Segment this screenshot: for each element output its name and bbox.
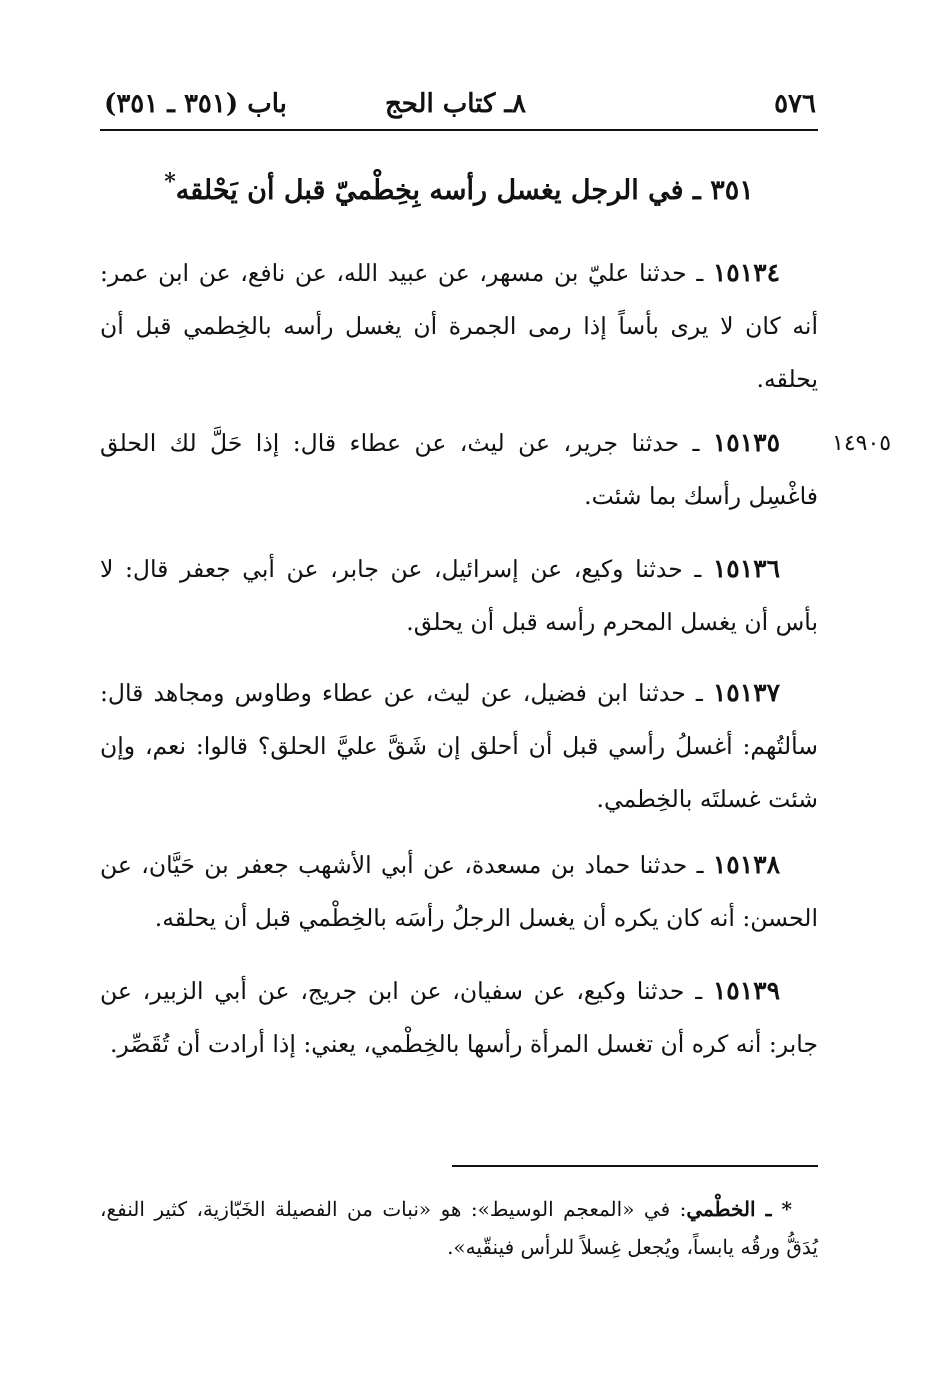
footnote-marker: * <box>164 169 176 195</box>
hadith-number: ١٥١٣٤ <box>712 258 780 287</box>
book-title: ٨ـ كتاب الحج <box>384 89 526 119</box>
footnote-rule <box>452 1165 818 1167</box>
footnote-term: ـ الخطْمي <box>686 1197 782 1221</box>
hadith-entry <box>100 666 818 826</box>
hadith-text: ـ حدثنا ابن فضيل، عن ليث، عن عطاء وطاوس ومجاهد قال: سألتُهم: أغسلُ رأسي قبل أن أحلق إن شَقَّ عليَّ الحلق؟ قالوا: نعم، وإن شئت غسلتَه بالخِطمي. <box>100 679 818 813</box>
hadith-number: ١٥١٣٨ <box>712 850 780 879</box>
hadith-entry <box>100 964 818 1071</box>
hadith-number: ١٥١٣٧ <box>712 678 780 707</box>
hadith-number: ١٥١٣٦ <box>712 554 780 583</box>
margin-reference: ١٤٩٠٥ <box>832 431 892 456</box>
hadith-entry <box>100 838 818 945</box>
hadith-number: ١٥١٣٥ <box>712 428 780 457</box>
hadith-text: ـ حدثنا حماد بن مسعدة، عن أبي الأشهب جعفر بن حَيَّان، عن الحسن: أنه كان يكره أن يغسل الرجلُ رأسَه بالخِطْمي قبل أن يحلقه. <box>100 851 818 932</box>
hadith-text: ـ حدثنا عليّ بن مسهر، عن عبيد الله، عن نافع، عن ابن عمر: أنه كان لا يرى بأساً إذا رمى الجمرة أن يغسل رأسه بالخِطمي قبل أن يحلقه. <box>100 259 818 393</box>
hadith-text: ـ حدثنا وكيع، عن سفيان، عن ابن جريج، عن أبي الزبير، عن جابر: أنه كره أن تغسل المرأة رأسها بالخِطْمي، يعني: إذا أرادت أن تُقَصِّر. <box>100 977 818 1058</box>
page-header <box>100 82 818 128</box>
hadith-entry <box>100 542 818 649</box>
footnote <box>100 1190 818 1266</box>
hadith-text: ـ حدثنا وكيع، عن إسرائيل، عن جابر، عن أبي جعفر قال: لا بأس أن يغسل المحرم رأسه قبل أن يحلق. <box>100 555 818 636</box>
hadith-text: ـ حدثنا جرير، عن ليث، عن عطاء قال: إذا حَلَّ لك الحلق فاغْسِل رأسك بما شئت. <box>100 429 818 510</box>
hadith-entry <box>100 416 818 523</box>
header-rule <box>100 129 818 131</box>
chapter-title <box>100 168 818 214</box>
hadith-number: ١٥١٣٩ <box>712 976 780 1005</box>
hadith-entry <box>100 246 818 406</box>
chapter-title-text: ٣٥١ ـ في الرجل يغسل رأسه بِخِطْميّ قبل أن يَحْلقه <box>175 175 754 206</box>
footnote-text: : في «المعجم الوسيط»: هو «نبات من الفصيلة الخَبّازية، كثير النفع، يُدَقُّ ورقُه يابساً، ويُجعل غِسلاً للرأس فينقّيه». <box>100 1197 818 1259</box>
chapter-range: باب (٣٥١ ـ ٣٥١) <box>104 89 287 119</box>
page-number: ٥٧٦ <box>774 89 816 119</box>
footnote-marker: * <box>781 1197 792 1221</box>
